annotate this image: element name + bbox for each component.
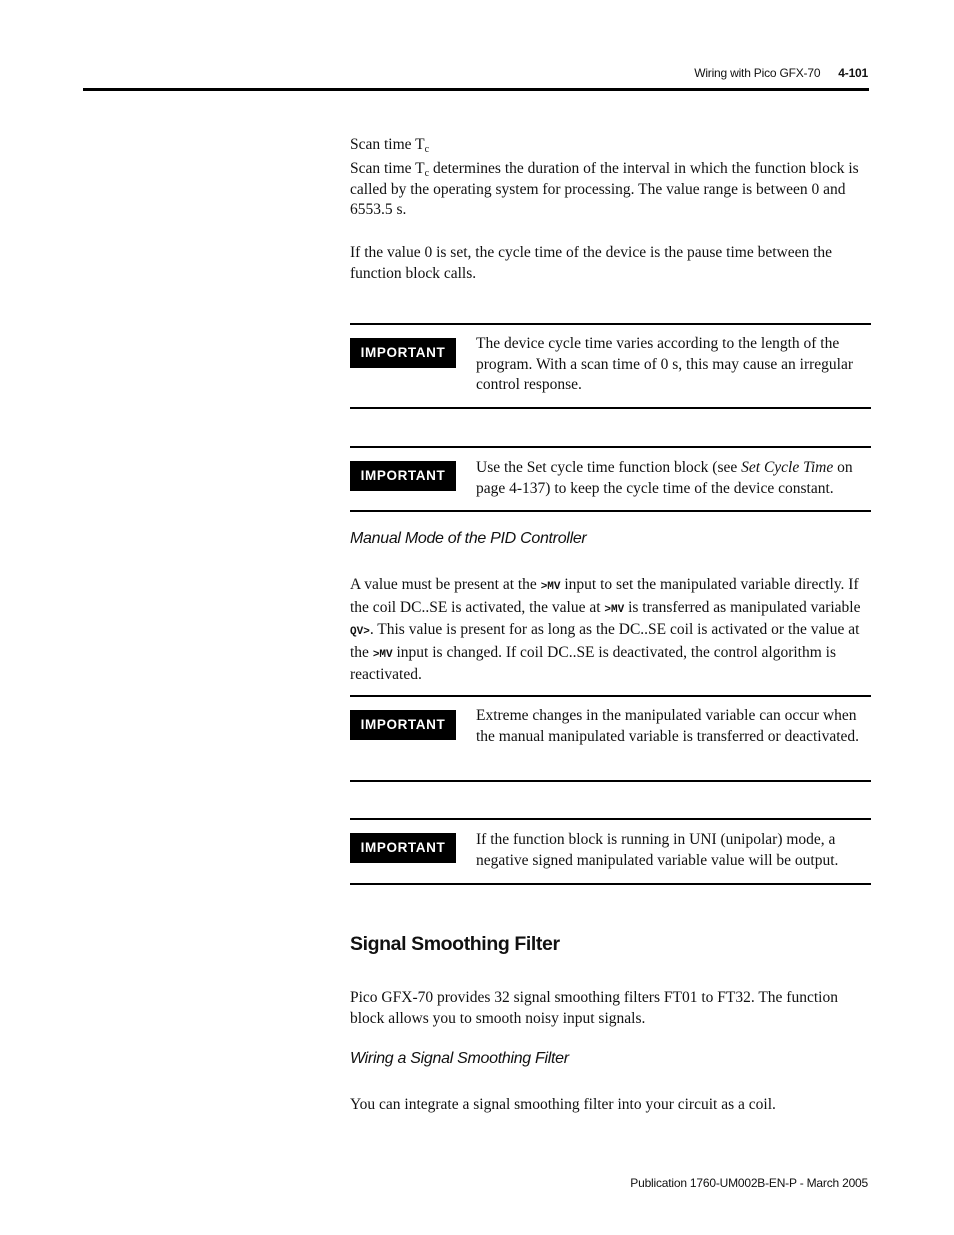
zero-value-note: If the value 0 is set, the cycle time of the device is the pause time between the function block calls.	[350, 244, 833, 282]
important-box-4	[350, 818, 871, 885]
scan-time-description: Scan time $T_c$ determines the duration of the interval in which the function block is called by the operating system for processing. The value range is between 0 and 6553.5 s.	[350, 160, 859, 218]
code-mv: >MV	[372, 648, 393, 661]
important-box-2	[350, 446, 871, 512]
publication-footer: Publication 1760-UM002B-EN-P - March 2005	[630, 1176, 868, 1190]
manual-mode-heading: Manual Mode of the PID Controller	[350, 530, 587, 547]
cross-reference: Set Cycle Time	[741, 459, 834, 476]
section-heading: Signal Smoothing Filter	[350, 933, 560, 955]
important-badge: IMPORTANT	[350, 710, 456, 740]
manual-mode-paragraph: A value must be present at the >MV input to set the manipulated variable directly. If the coil DC..SE is activated, the value at >MV is transferred as manipulated variable QV>. This value is present for as long as the DC..SE coil is activated or the value at the >MV input is changed. If coil DC..SE is deactivated, the control algorithm is reactivated.	[350, 576, 861, 683]
important-text-2: Use the Set cycle time function block (see Set Cycle Time on page 4-137) to keep the cycle time of the device constant.	[476, 459, 853, 497]
code-qv: QV>	[350, 626, 370, 638]
signal-filter-intro: Pico GFX-70 provides 32 signal smoothing filters FT01 to FT32. The function block allows you to smooth noisy input signals.	[350, 989, 838, 1027]
important-text-1: The device cycle time varies according to the length of the program. With a scan time of 0 s, this may cause an irregular control response.	[476, 335, 854, 393]
wiring-text: You can integrate a signal smoothing filter into your circuit as a coil.	[350, 1096, 776, 1113]
header-rule	[83, 88, 869, 91]
important-badge: IMPORTANT	[350, 833, 456, 863]
code-mv: >MV	[604, 603, 625, 616]
important-text-4: If the function block is running in UNI (unipolar) mode, a negative signed manipulated variable value will be output.	[476, 831, 839, 869]
code-mv: >MV	[540, 581, 561, 593]
wiring-subheading: Wiring a Signal Smoothing Filter	[350, 1050, 569, 1067]
important-text-3: Extreme changes in the manipulated variable can occur when the manual manipulated variable is transferred or deactivated.	[476, 707, 860, 745]
important-box-1	[350, 323, 871, 409]
page-number: 4-101	[838, 66, 868, 80]
important-badge: IMPORTANT	[350, 461, 456, 491]
running-header	[694, 66, 868, 80]
scan-time-title: Scan time $T_c$	[350, 136, 430, 155]
important-box-3	[350, 695, 871, 782]
chapter-title: Wiring with Pico GFX-70	[694, 66, 821, 80]
important-badge: IMPORTANT	[350, 338, 456, 368]
